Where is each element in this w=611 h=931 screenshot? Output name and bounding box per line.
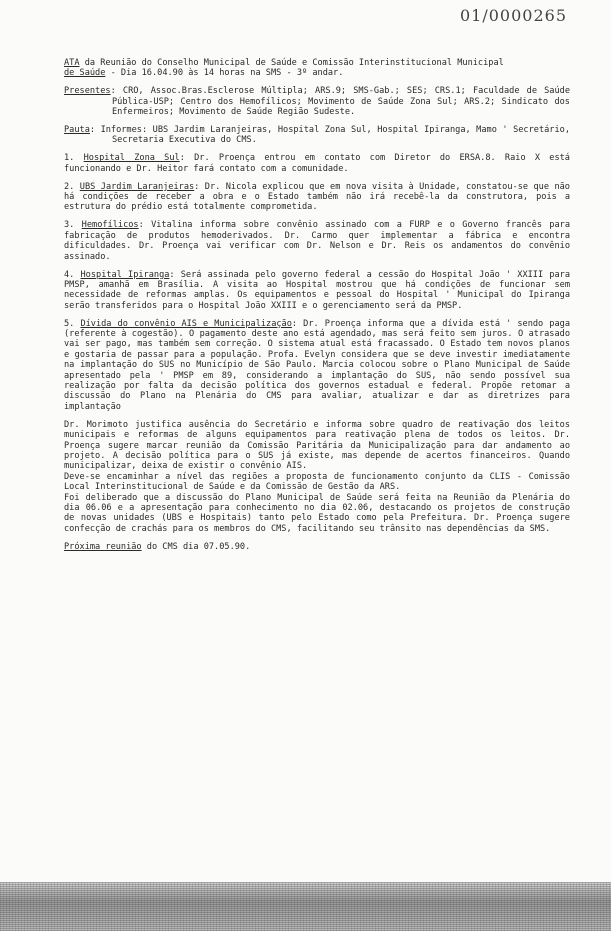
pauta-label: Pauta xyxy=(64,125,90,136)
scan-noise-band xyxy=(0,882,611,931)
item-paragraph xyxy=(64,220,570,262)
item-paragraph xyxy=(64,319,570,413)
item-paragraph xyxy=(64,182,570,213)
next-meeting-label: Próxima reunião xyxy=(64,541,142,552)
item-paragraph xyxy=(64,270,570,312)
closing-paragraph-3: Foi deliberado que a discussão do Plano Municipal de Saúde será feita na Reunião da Plenária do dia 06.06 e a apresentação para conhecimento no dia 02.06, destacando os projetos de construção de novas unidades (UBS e Hospitais) tanto pelo Estado como pela Prefeitura. Dr. Proença sugere confecção de crachás para os membros do CMS, facilitando seu trânsito nas dependências da SMS. xyxy=(64,492,570,534)
item-heading: Dívida do convênio AIS e Municipalização xyxy=(80,318,292,329)
item-number: 5. xyxy=(64,318,81,329)
item-number: 4. xyxy=(64,269,81,280)
item-heading: Hemofílicos xyxy=(81,220,139,231)
presentes-label: Presentes xyxy=(64,86,111,97)
item-paragraph xyxy=(64,153,570,174)
item-heading: Hospital Zona Sul xyxy=(83,153,180,164)
item-text: : Vitalina informa sobre convênio assinado com a FURP e o Governo francês para fabricação de produtos hemoderivados. Dr. Carmo quer implementar a fábrica e encontra dificuldades. Dr. Proença vai verificar com Dr. Nelson e Dr. Reis os andamentos do convênio assinado. xyxy=(64,220,570,262)
item-text: : Será assinada pelo governo federal a cessão do Hospital João ' XXIII para PMSP, amanhã em Brasília. A visita ao Hospital mostrou que há condições de funcionar sem necessidade de reformas amplas. Os equipamentos e pessoal do Hospital ' Municipal do Ipiranga serão transferidos para o Hospital João XXIII e o gerenciamento será da PMSP. xyxy=(64,269,570,311)
title-line2-rest: - Dia 16.04.90 às 14 horas na SMS - 3º andar. xyxy=(105,68,344,79)
item-text: : Dr. Proença entrou em contato com Diretor do ERSA.8. Raio X está funcionando e Dr. Heitor fará contato com a comunidade. xyxy=(64,153,570,174)
item-number: 3. xyxy=(64,220,82,231)
item-heading: Hospital Ipiranga xyxy=(80,269,170,280)
item-number: 1. xyxy=(64,153,84,164)
pauta-paragraph xyxy=(64,125,570,146)
item-text: : Dr. Proença informa que a dívida está ' sendo paga (referente à cogestão). O pagamento deste ano está agendado, mas será feito sem juros. O atrasado vai ser pago, mas também sem correção. O sistema atual está fracassado. O Estado tem novos planos e gostaria de passar para a população. Profa. Evelyn considera que se deve investir imediatamente na implantação do SUS no Município de São Paulo. Marcia colocou sobre o Plano Municipal de Saúde apresentado pela ' PMSP em 89, considerando a implantação do SUS, não sendo possível sua realização por falta da decisão política dos governos estadual e federal. Propõe retomar a discussão do Plano na Plenária do CMS para avaliar, atualizar e dar as diretrizes para implantação xyxy=(64,318,570,412)
item-number: 2. xyxy=(64,181,80,192)
presentes-text: : CRO, Assoc.Bras.Esclerose Múltipla; ARS.9; SMS-Gab.; SES; CRS.1; Faculdade de Saúde Pública-USP; Centro dos Hemofílicos; Movimento de Saúde Zona Sul; ARS.2; Sindicato dos Enfermeiros; Movimento de Saúde Região Sudeste. xyxy=(110,86,570,118)
minutes-body xyxy=(64,58,570,560)
pauta-text: : Informes: UBS Jardim Laranjeiras, Hospital Zona Sul, Hospital Ipiranga, Mamo ' Secretário, Secretaria Executiva do CMS. xyxy=(89,125,570,146)
presentes-paragraph xyxy=(64,86,570,117)
next-meeting xyxy=(64,542,570,552)
title-ata: ATA xyxy=(64,58,80,68)
title-line2-underlined: de Saúde xyxy=(64,68,106,79)
next-meeting-text: do CMS dia 07.05.90. xyxy=(141,541,251,552)
closing-paragraph-2: Deve-se encaminhar a nível das regiões a proposta de funcionamento conjunto da CLIS - Comissão Local Interinstitucional de Saúde e da Comissão de Gestão da ARS. xyxy=(64,471,570,493)
closing-paragraph: Dr. Morimoto justifica ausência do Secretário e informa sobre quadro de reativação dos leitos municipais e reformas de alguns equipamentos para reativação plena de todos os leitos. Dr. Proença sugere marcar reunião da Comissão Paritária da Municipalização para dar andamento ao projeto. A decisão política para o SUS já existe, mas depende de acertos financeiros. Quando municipalizar, deixa de existir o convênio AIS. xyxy=(64,419,570,472)
document-number: 01/0000265 xyxy=(459,6,567,25)
item-text: : Dr. Nicola explicou que em nova visita à Unidade, constatou-se que não há condições de receber a obra e o Estado também não irá recebê-la da construtora, pois a estrutura do prédio está totalmente comprometida. xyxy=(64,181,570,213)
item-heading: UBS Jardim Laranjeiras xyxy=(79,181,195,192)
minutes-title xyxy=(64,58,570,79)
title-rest: da Reunião do Conselho Municipal de Saúde e Comissão Interinstitucional Municipal xyxy=(79,58,504,68)
